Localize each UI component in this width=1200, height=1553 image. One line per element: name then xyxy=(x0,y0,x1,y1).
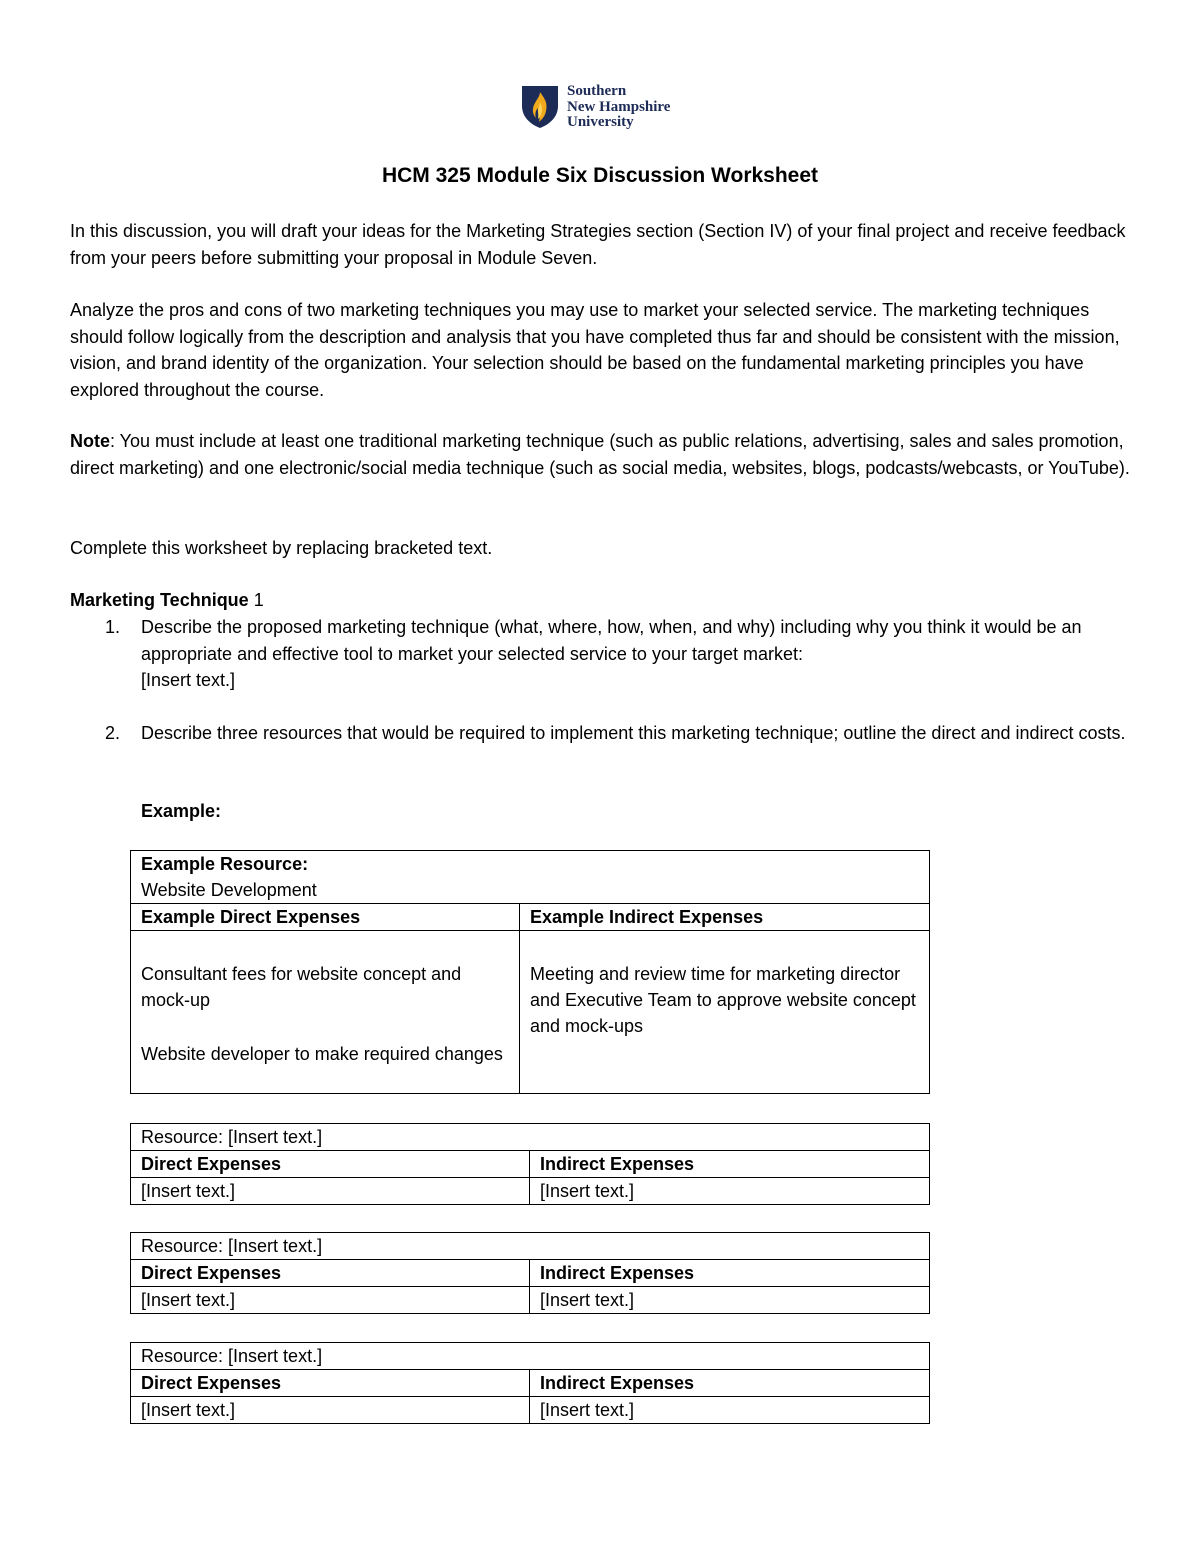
resource-1-direct-header: Direct Expenses xyxy=(131,1151,530,1178)
example-resource-label: Example Resource: xyxy=(141,854,309,874)
resource-2-direct-header: Direct Expenses xyxy=(131,1260,530,1287)
technique-heading xyxy=(70,587,264,614)
resource-table-1 xyxy=(130,1123,930,1205)
note-label: Note xyxy=(70,431,110,451)
resource-3-direct-value[interactable]: [Insert text.] xyxy=(131,1397,530,1424)
analyze-paragraph: Analyze the pros and cons of two marketing techniques you may use to market your selected service. The marketing techniques should follow logically from the description and analysis that you have completed thus far and should be consistent with the mission, vision, and brand identity of the organization. Your selection should be based on the fundamental marketing principles you have explored throughout the course. xyxy=(70,300,1120,400)
list-item-1-placeholder[interactable]: [Insert text.] xyxy=(141,670,236,690)
example-indirect-line-1: Meeting and review time for marketing director and Executive Team to approve website concept and mock-ups xyxy=(530,964,916,1036)
logo-line-university: University xyxy=(567,114,634,130)
example-indirect-header: Example Indirect Expenses xyxy=(520,904,930,931)
resource-3-indirect-header: Indirect Expenses xyxy=(530,1370,930,1397)
note-text: : You must include at least one traditional marketing technique (such as public relations, advertising, sales and sales promotion, direct marketing) and one electronic/social media technique (such as social media, websites, blogs, podcasts/webcasts, or YouTube). xyxy=(70,431,1130,478)
note-paragraph xyxy=(70,428,1140,481)
example-resource-table xyxy=(130,850,930,1094)
resource-1-indirect-header: Indirect Expenses xyxy=(530,1151,930,1178)
resource-1-field[interactable]: Resource: [Insert text.] xyxy=(131,1124,930,1151)
list-item-2-text: Describe three resources that would be required to implement this marketing technique; outline the direct and indirect costs. xyxy=(141,723,1126,743)
page-title: HCM 325 Module Six Discussion Worksheet xyxy=(381,164,819,187)
resource-3-indirect-value[interactable]: [Insert text.] xyxy=(530,1397,930,1424)
example-resource-cell xyxy=(131,851,930,904)
resource-table-3 xyxy=(130,1342,930,1424)
logo-line-new-hampshire: New Hampshire xyxy=(567,98,671,115)
technique-heading-label: Marketing Technique xyxy=(70,590,249,610)
intro-paragraph: In this discussion, you will draft your ideas for the Marketing Strategies section (Section IV) of your final project and receive feedback from your peers before submitting your proposal in Module Seven. xyxy=(70,221,1126,268)
shield-flame-icon xyxy=(520,84,560,130)
technique-heading-number: 1 xyxy=(248,590,264,610)
example-direct-line-2: Website developer to make required changes xyxy=(141,1044,503,1064)
list-item-1-text: Describe the proposed marketing technique (what, where, how, when, and why) including why you think it would be an appropriate and effective tool to market your selected service to your target market: xyxy=(141,617,1082,664)
example-indirect-cell xyxy=(520,931,930,1094)
resource-table-2 xyxy=(130,1232,930,1314)
example-resource-value: Website Development xyxy=(141,880,317,900)
example-direct-cell xyxy=(131,931,520,1094)
resource-2-indirect-value[interactable]: [Insert text.] xyxy=(530,1287,930,1314)
resource-2-field[interactable]: Resource: [Insert text.] xyxy=(131,1233,930,1260)
example-direct-header: Example Direct Expenses xyxy=(131,904,520,931)
example-label: Example: xyxy=(141,801,222,821)
list-item-2-number: 2. xyxy=(105,723,121,743)
resource-3-field[interactable]: Resource: [Insert text.] xyxy=(131,1343,930,1370)
example-direct-line-1: Consultant fees for website concept and mock-up xyxy=(141,964,462,1010)
resource-1-indirect-value[interactable]: [Insert text.] xyxy=(530,1178,930,1205)
resource-2-direct-value[interactable]: [Insert text.] xyxy=(131,1287,530,1314)
logo-line-southern: Southern xyxy=(567,83,627,99)
list-item-1-number: 1. xyxy=(105,617,121,637)
resource-2-indirect-header: Indirect Expenses xyxy=(530,1260,930,1287)
resource-1-direct-value[interactable]: [Insert text.] xyxy=(131,1178,530,1205)
complete-instruction: Complete this worksheet by replacing bracketed text. xyxy=(70,538,493,558)
resource-3-direct-header: Direct Expenses xyxy=(131,1370,530,1397)
university-logo xyxy=(520,84,700,134)
